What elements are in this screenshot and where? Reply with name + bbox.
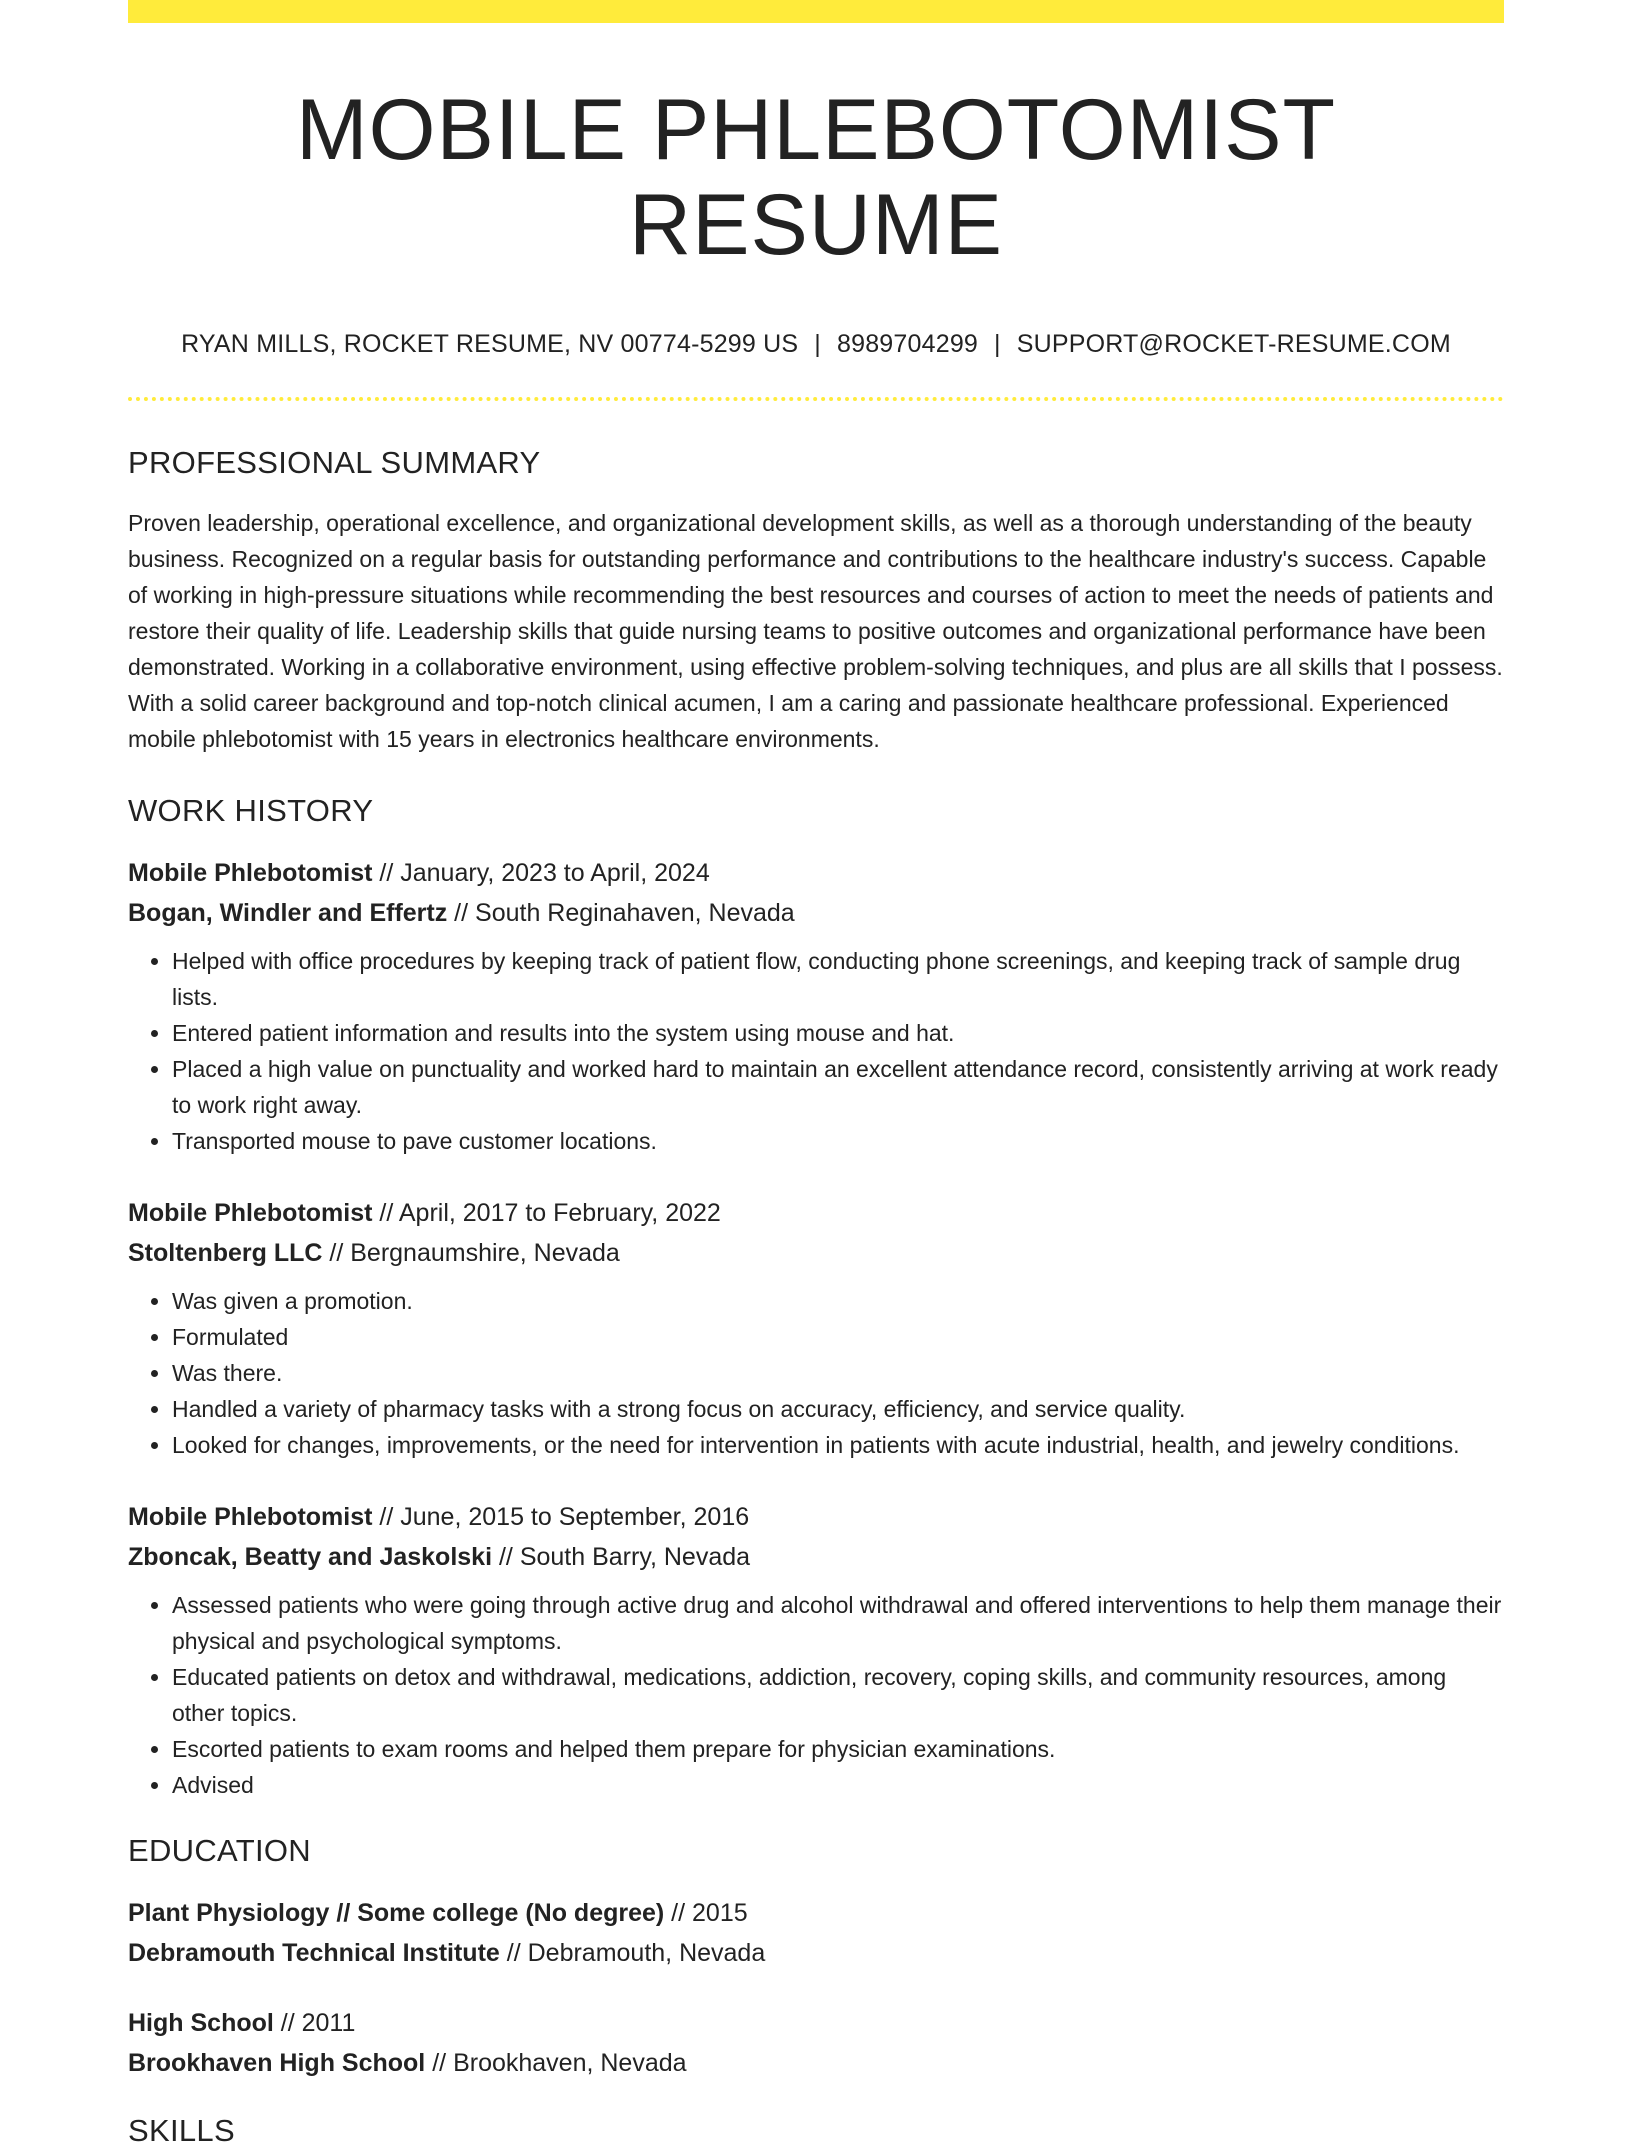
job-entry <box>128 853 1504 1159</box>
job-entry <box>128 1193 1504 1463</box>
education-entry <box>128 1893 1504 1973</box>
education-degree-line <box>128 2003 1504 2043</box>
job-title-line <box>128 853 1504 893</box>
bullet-item: • Formulated <box>172 1319 1504 1355</box>
resume-page <box>128 0 1504 2149</box>
job-dates: April, 2017 to February, 2022 <box>398 1199 721 1228</box>
education-school: Brookhaven High School <box>128 2049 426 2078</box>
separator: // <box>447 899 476 928</box>
contact-phone: 8989704299 <box>836 330 979 359</box>
summary-text: Proven leadership, operational excellence, and organizational development skills, as well as a thorough understanding of the beauty business. Recognized on a regular basis for outstanding performance and contributions to the healthcare industry's success. Capable of working in high-pressure situations while recommending the best resources and courses of action to meet the needs of patients and restore their quality of life. Leadership skills that guide nursing teams to positive outcomes and organizational performance have been demonstrated. Working in a collaborative environment, using effective problem-solving techniques, and plus are all skills that I possess. With a solid career background and top-notch clinical acumen, I am a caring and passionate healthcare professional. Experienced mobile phlebotomist with 15 years in electronics healthcare environments. <box>128 510 1503 753</box>
skills-heading: SKILLS <box>128 2113 235 2149</box>
education-school-line <box>128 1933 1504 1973</box>
work-history-heading: WORK HISTORY <box>128 793 374 829</box>
bullet-item: • Educated patients on detox and withdrawal, medications, addiction, recovery, coping skills, and community resources, among other topics. <box>172 1659 1504 1731</box>
bullet-item: • Escorted patients to exam rooms and helped them prepare for physician examinations. <box>172 1731 1504 1767</box>
summary-heading: PROFESSIONAL SUMMARY <box>128 445 541 481</box>
bullet-item: • Assessed patients who were going through active drug and alcohol withdrawal and offered interventions to help them manage their physical and psychological symptoms. <box>172 1587 1504 1659</box>
job-company: Bogan, Windler and Effertz <box>128 899 448 928</box>
separator: // <box>372 1199 399 1228</box>
dotted-divider <box>128 397 1504 401</box>
job-company: Stoltenberg LLC <box>128 1239 323 1268</box>
education-school: Debramouth Technical Institute <box>128 1939 500 1968</box>
job-title: Mobile Phlebotomist <box>128 1503 373 1532</box>
contact-address: RYAN MILLS, ROCKET RESUME, NV 00774-5299 US <box>181 330 799 359</box>
education-degree: High School <box>128 2009 274 2038</box>
accent-bar <box>128 0 1504 23</box>
education-location: Debramouth, Nevada <box>527 1939 766 1968</box>
education-location: Brookhaven, Nevada <box>453 2049 687 2078</box>
contact-separator: | <box>814 330 821 359</box>
education-year: 2011 <box>301 2009 356 2038</box>
bullet-item: • Placed a high value on punctuality and worked hard to maintain an excellent attendance record, consistently arriving at work ready to work right away. <box>172 1051 1504 1123</box>
work-history-list <box>128 853 1504 1803</box>
separator: // <box>273 2009 302 2038</box>
separator: // <box>372 859 401 888</box>
bullet-item: • Entered patient information and results into the system using mouse and hat. <box>172 1015 1504 1051</box>
bullet-item: • Helped with office procedures by keeping track of patient flow, conducting phone screenings, and keeping track of sample drug lists. <box>172 943 1504 1015</box>
separator: // <box>492 1543 520 1572</box>
job-title: Mobile Phlebotomist <box>128 859 373 888</box>
bullet-item: • Advised <box>172 1767 1504 1803</box>
separator: // <box>499 1939 528 1968</box>
bullet-item: • Was given a promotion. <box>172 1283 1504 1319</box>
job-company: Zboncak, Beatty and Jaskolski <box>128 1543 493 1572</box>
bullet-item: • Looked for changes, improvements, or the need for intervention in patients with acute industrial, health, and jewelry conditions. <box>172 1427 1504 1463</box>
separator: // <box>322 1239 351 1268</box>
education-degree-line <box>128 1893 1504 1933</box>
separator: // <box>372 1503 401 1532</box>
job-bullet-list <box>128 1587 1504 1803</box>
job-entry <box>128 1497 1504 1803</box>
job-company-line <box>128 893 1504 933</box>
job-location: Bergnaumshire, Nevada <box>350 1239 620 1268</box>
job-title-line <box>128 1193 1504 1233</box>
education-heading: EDUCATION <box>128 1833 311 1869</box>
job-title-line <box>128 1497 1504 1537</box>
separator: // <box>425 2049 454 2078</box>
job-title: Mobile Phlebotomist <box>128 1199 373 1228</box>
contact-email: SUPPORT@ROCKET-RESUME.COM <box>1016 330 1451 359</box>
education-year: 2015 <box>692 1899 748 1928</box>
bullet-item: • Transported mouse to pave customer locations. <box>172 1123 1504 1159</box>
job-bullet-list <box>128 943 1504 1159</box>
job-dates: June, 2015 to September, 2016 <box>400 1503 750 1532</box>
contact-line <box>128 330 1504 359</box>
job-location: South Reginahaven, Nevada <box>475 899 795 928</box>
page-title: MOBILE PHLEBOTOMIST RESUME <box>295 82 1337 273</box>
separator: // <box>664 1899 693 1928</box>
job-company-line <box>128 1537 1504 1577</box>
education-list <box>128 1893 1504 2083</box>
bullet-item: • Handled a variety of pharmacy tasks with a strong focus on accuracy, efficiency, and service quality. <box>172 1391 1504 1427</box>
job-company-line <box>128 1233 1504 1273</box>
job-bullet-list <box>128 1283 1504 1463</box>
job-location: South Barry, Nevada <box>519 1543 751 1572</box>
bullet-item: • Was there. <box>172 1355 1504 1391</box>
education-degree: Plant Physiology // Some college (No degree) <box>128 1899 665 1928</box>
job-dates: January, 2023 to April, 2024 <box>400 859 710 888</box>
education-school-line <box>128 2043 1504 2083</box>
contact-separator: | <box>994 330 1001 359</box>
education-entry <box>128 2003 1504 2083</box>
